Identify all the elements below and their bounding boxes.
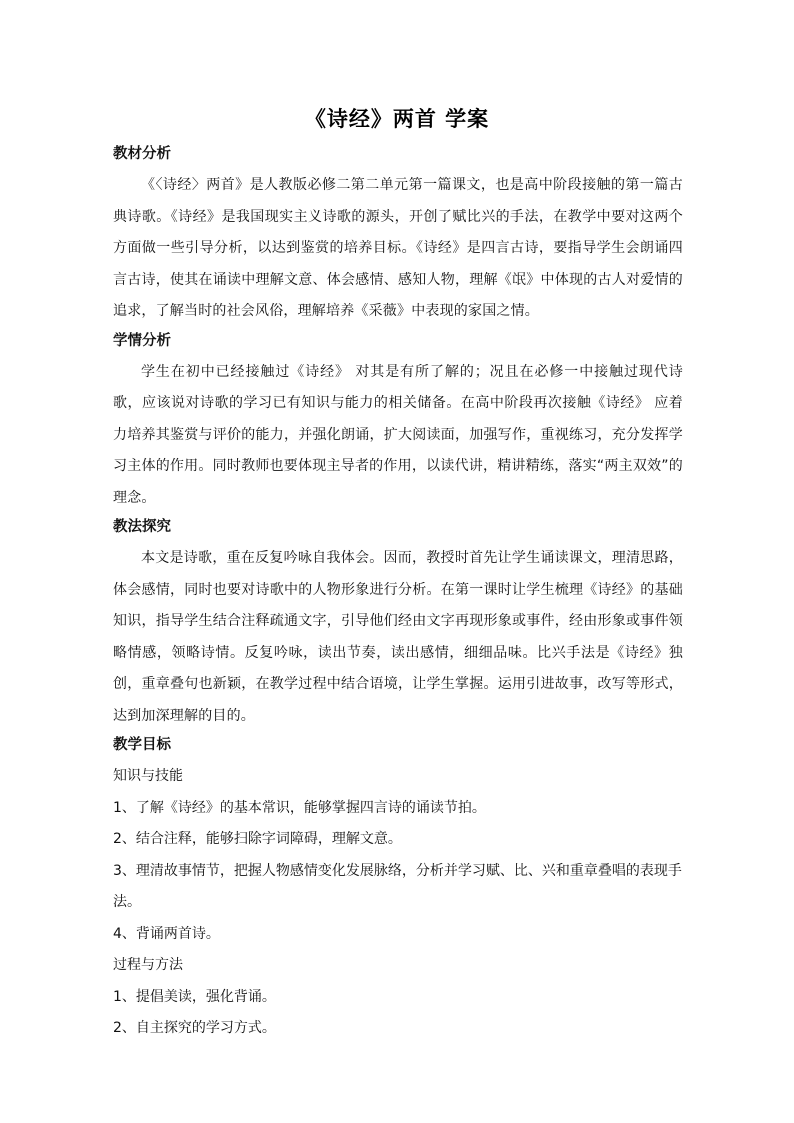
section-textbook-analysis xyxy=(113,143,683,328)
section-heading: 教学目标 xyxy=(113,737,171,753)
section-paragraph: 学生在初中已经接触过《诗经》 对其是有所了解的；况且在必修一中接触过现代诗歌，应该说对诗歌的学习已有知识与能力的相关储备。在高中阶段再次接触《诗经》 应着力培养其鉴赏与评价的能力，并强化朗诵，扩大阅读面，加强写作，重视练习，充分发挥学习主体的作用。同时教师也要体现主导者的作用，以读代讲，精讲精练，落实“两主双效”的理念。 xyxy=(113,363,683,506)
list-item: 4、背诵两首诗。 xyxy=(113,925,220,942)
section-paragraph: 本文是诗歌，重在反复吟咏自我体会。因而，教授时首先让学生诵读课文，理清思路，体会感情，同时也要对诗歌中的人物形象进行分析。在第一课时让学生梳理《诗经》的基础知识，指导学生结合注释疏通文字，引导他们经由文字再现形象或事件，经由形象或事件领略情感，领略诗情。反复吟咏，读出节奏，读出感情，细细品味。比兴手法是《诗经》独创，重章叠句也新颖，在教学过程中结合语境，让学生掌握。运用引进故事，改写等形式，达到加深理解的目的。 xyxy=(113,550,683,724)
section-heading: 教法探究 xyxy=(113,519,171,535)
section-paragraph: 《〈诗经〉两首》是人教版必修二第二单元第一篇课文，也是高中阶段接触的第一篇古典诗歌。《诗经》是我国现实主义诗歌的源头，开创了赋比兴的手法，在教学中要对这两个方面做一些引导分析，以达到鉴赏的培养目标。《诗经》是四言古诗，要指导学生会朗诵四言古诗，使其在诵读中理解文意、体会感情、感知人物，理解《氓》中体现的古人对爱情的追求，了解当时的社会风俗，理解培养《采薇》中表现的家国之情。 xyxy=(113,177,683,319)
document-title: 《诗经》两首 学案 xyxy=(304,106,490,131)
section-heading: 教材分析 xyxy=(113,146,171,162)
section-heading: 学情分析 xyxy=(113,332,171,349)
subsection-label: 过程与方法 xyxy=(113,957,183,973)
subsection-label: 知识与技能 xyxy=(113,768,183,784)
section-teaching-goals xyxy=(113,734,683,1045)
section-student-analysis xyxy=(113,330,683,515)
section-teaching-method xyxy=(113,516,683,732)
list-item: 1、了解《诗经》的基本常识，能够掌握四言诗的诵读节拍。 xyxy=(113,799,486,816)
list-item: 3、理清故事情节，把握人物感情变化发展脉络，分析并学习赋、比、兴和重章叠唱的表现手法。 xyxy=(113,862,682,910)
list-item: 1、提倡美读，强化背诵。 xyxy=(113,988,276,1005)
list-item: 2、结合注释，能够扫除字词障碍，理解文意。 xyxy=(113,831,402,847)
document-body xyxy=(113,143,683,1045)
list-item: 2、自主探究的学习方式。 xyxy=(113,1020,276,1036)
